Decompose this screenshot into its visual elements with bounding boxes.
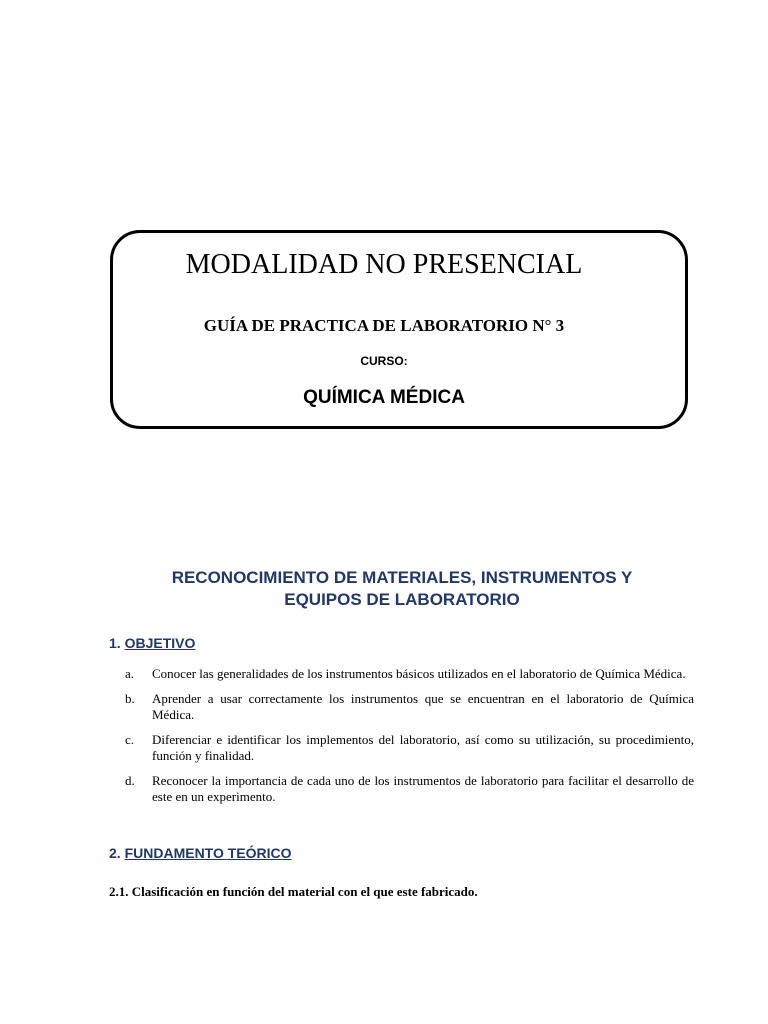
theory-title: FUNDAMENTO TEÓRICO: [124, 845, 292, 861]
section-title-line: RECONOCIMIENTO DE MATERIALES, INSTRUMENTOS Y: [171, 568, 633, 587]
course-label: CURSO:: [360, 354, 408, 368]
objective-heading: [109, 634, 195, 652]
list-item: [125, 773, 694, 805]
list-marker: a.: [125, 666, 135, 681]
list-marker: b.: [125, 691, 135, 706]
objective-title: OBJETIVO: [124, 635, 196, 651]
list-marker: d.: [125, 773, 135, 788]
list-item-text: Aprender a usar correctamente los instrumentos que se encuentran en el laboratorio de Química Médica.: [152, 691, 694, 722]
objective-list: [125, 666, 694, 814]
section-title: [110, 567, 694, 611]
objective-number: 1.: [109, 635, 121, 651]
list-item: [125, 666, 694, 682]
subsection-title: 2.1. Clasificación en función del material con el que este fabricado.: [109, 884, 478, 899]
section-title-line: EQUIPOS DE LABORATORIO: [284, 590, 520, 609]
list-item: [125, 691, 694, 723]
list-item-text: Reconocer la importancia de cada uno de los instrumentos de laboratorio para facilitar el desarrollo de este en un experimento.: [152, 773, 694, 804]
list-item: [125, 732, 694, 764]
theory-number: 2.: [109, 845, 121, 861]
list-item-text: Diferenciar e identificar los implementos del laboratorio, así como su utilización, su procedimiento, función y finalidad.: [152, 732, 694, 763]
guide-title: GUÍA DE PRACTICA DE LABORATORIO N° 3: [203, 316, 565, 335]
list-marker: c.: [125, 732, 135, 747]
theory-heading: [109, 844, 292, 862]
list-item-text: Conocer las generalidades de los instrumentos básicos utilizados en el laboratorio de Química Médica.: [152, 666, 686, 681]
modality-title: MODALIDAD NO PRESENCIAL: [185, 249, 583, 280]
course-name: QUÍMICA MÉDICA: [303, 387, 465, 408]
